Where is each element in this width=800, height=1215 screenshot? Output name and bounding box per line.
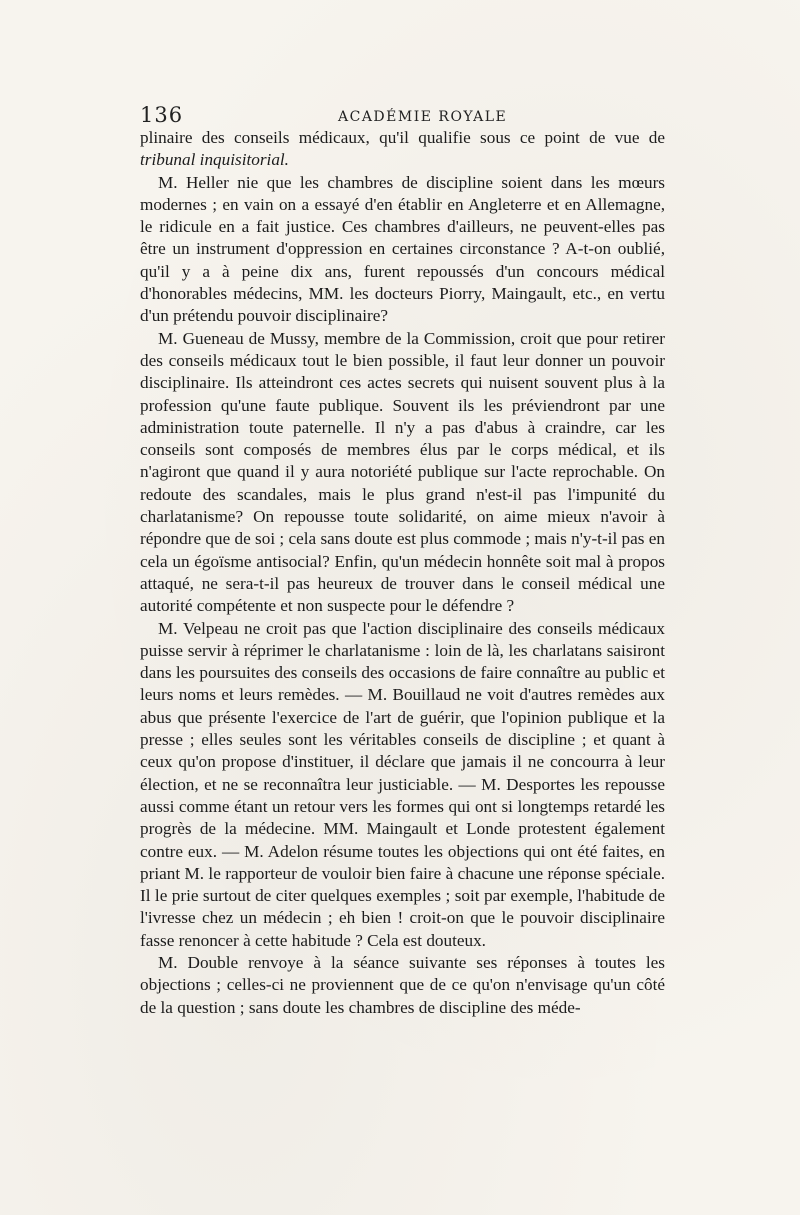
paragraph-double: M. Double renvoye à la séance suivante ses réponses à toutes les objections ; celles-ci ne proviennent que de ce qu'on n'envisage qu'un côté de la question ; sans doute les chambres de discipline des méde- xyxy=(140,952,665,1017)
paragraph-continuation xyxy=(140,127,665,172)
running-title: ACADÉMIE ROYALE xyxy=(338,109,508,125)
paragraph-velpeau: M. Velpeau ne croit pas que l'action disciplinaire des conseils médicaux puisse servir à réprimer le charlatanisme : loin de là, les charlatans saisiront dans les poursuites des conseils des occasions de faire connaître au public et leurs noms et leurs remèdes. — M. Bouillaud ne voit d'autres remèdes aux abus que présente l'exercice de l'art de guérir, que l'opinion publique et la presse ; elles seules sont les véritables conseils de discipline ; et quant à ceux qu'on propose d'instituer, il déclare que jamais il ne concourra à leur élection, et ne se reconnaîtra leur justiciable. — M. Desportes les repousse aussi comme étant un retour vers les formes qui ont si longtemps retardé les progrès de la médecine. MM. Maingault et Londe protestent également contre eux. — M. Adelon résume toutes les objections qui ont été faites, en priant M. le rapporteur de vouloir bien faire à chacune une réponse spéciale. Il le prie surtout de citer quelques exemples ; soit par exemple, l'habitude de l'ivresse chez un médecin ; eh bien ! croit-on que le pouvoir disciplinaire fasse renoncer à cette habitude ? Cela est douteux. xyxy=(140,618,665,950)
italic-phrase: tribunal inquisitorial. xyxy=(140,150,289,170)
body-text xyxy=(140,127,665,1019)
paragraph-heller: M. Heller nie que les chambres de discipline soient dans les mœurs modernes ; en vain on a essayé d'en établir en Angleterre et en Allemagne, le ridicule en a fait justice. Ces chambres d'ailleurs, ne peuvent-elles pas être un instrument d'oppression en certaines circonstance ? A-t-on oublié, qu'il y a à peine dix ans, furent repoussés d'un concours médical d'honorables médecins, MM. les docteurs Piorry, Maingault, etc., en vertu d'un prétendu pouvoir disciplinaire? xyxy=(140,172,665,326)
paragraph-gueneau-de-mussy: M. Gueneau de Mussy, membre de la Commission, croit que pour retirer des conseils médicaux tout le bien possible, il faut leur donner un pouvoir disciplinaire. Ils atteindront ces actes secrets qui nuisent souvent plus à la profession qu'une faute publique. Souvent ils les préviendront par une administration toute paternelle. Il n'y a pas d'abus à craindre, car les conseils sont composés de membres élus par le corps médical, et ils n'agiront que quand il y aura notoriété publique sur l'acte reprochable. On redoute des scandales, mais le plus grand n'est-il pas l'impunité du charlatanisme? On repousse toute solidarité, on aime mieux n'avoir à répondre que de soi ; cela sans doute est plus commode ; mais n'y-t-il pas en cela un égoïsme antisocial? Enfin, qu'un médecin honnête soit mal à propos attaqué, ne sera-t-il pas heureux de trouver dans le conseil médical une autorité compétente et non suspecte pour le défendre ? xyxy=(140,328,665,616)
page-number: 136 xyxy=(140,103,184,127)
paragraph-text: plinaire des conseils médicaux, qu'il qualifie sous ce point de vue de xyxy=(140,128,665,147)
page-header xyxy=(140,103,665,127)
